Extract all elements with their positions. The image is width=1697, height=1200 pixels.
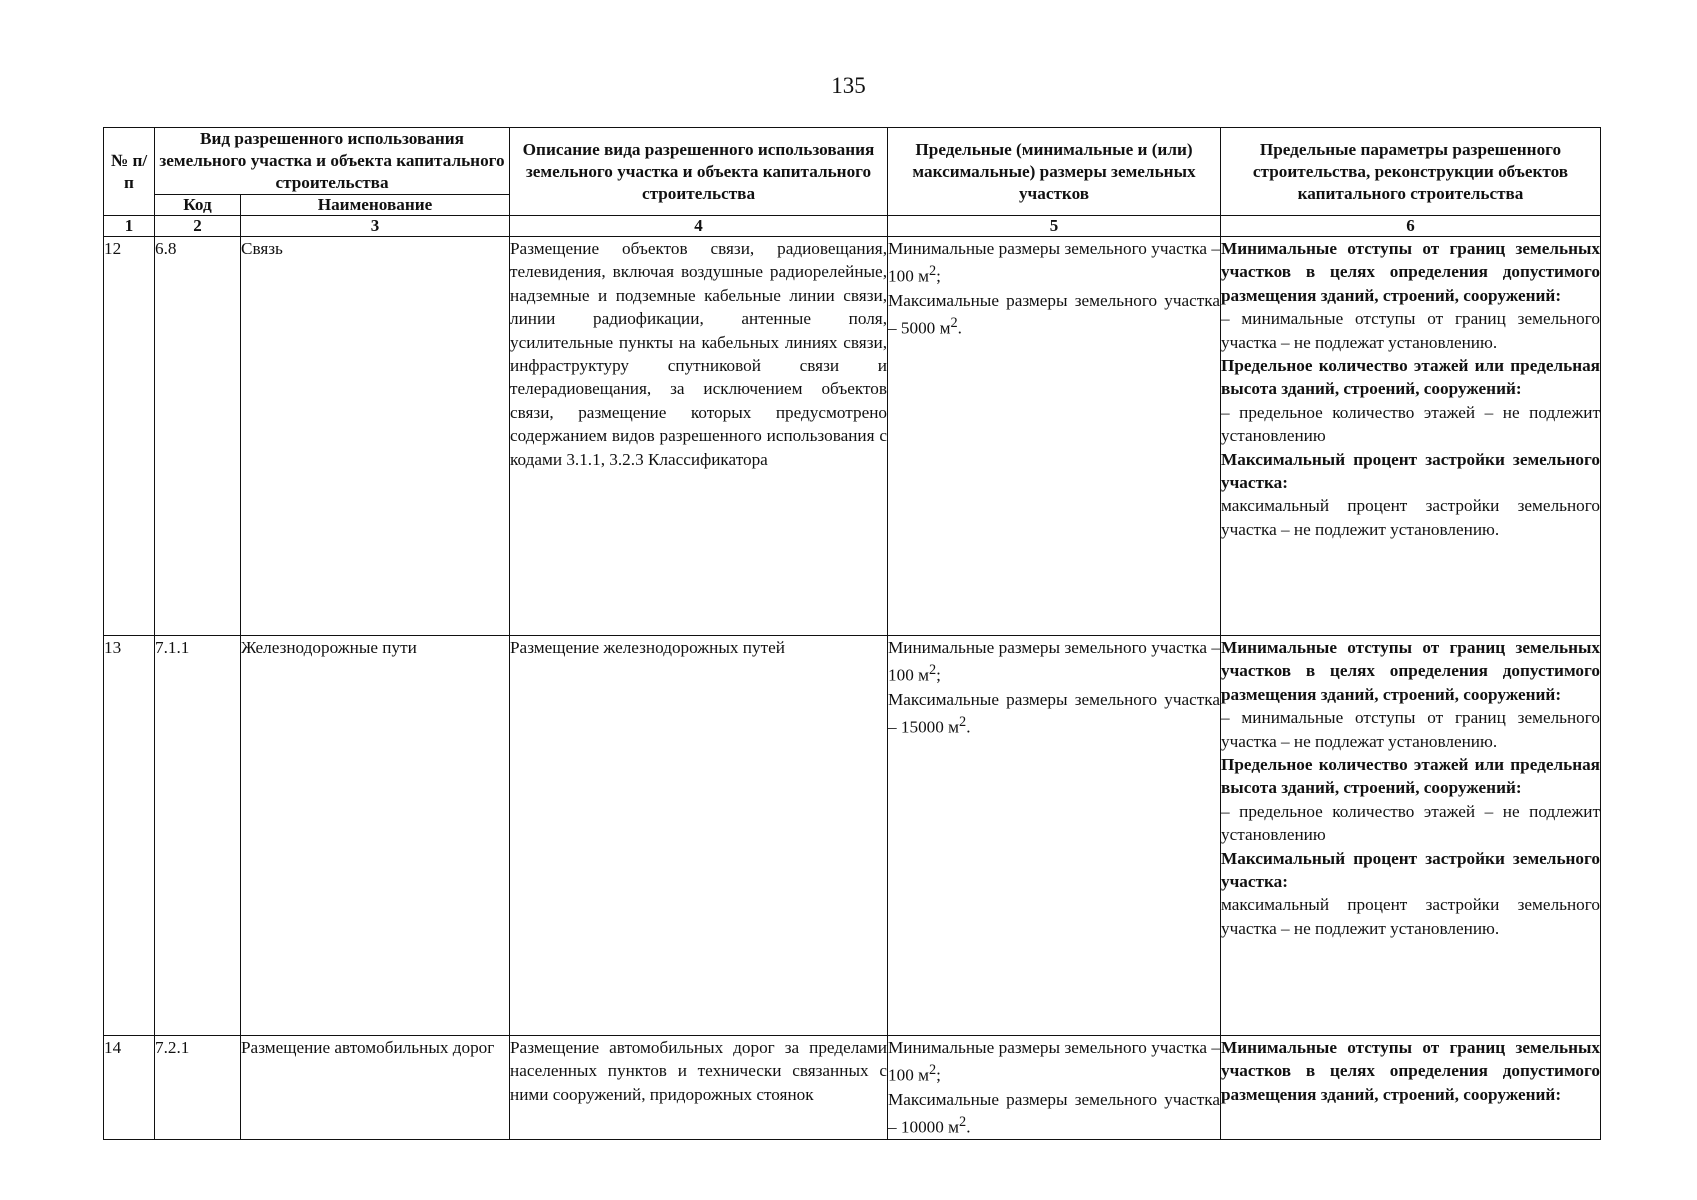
row-name: Связь: [241, 237, 510, 636]
param-title: Минимальные отступы от границ земельных участков в целях определения допустимого размещения зданий, строений, сооружений:: [1221, 638, 1600, 704]
column-number: 5: [888, 216, 1221, 237]
header-name: Наименование: [241, 195, 510, 216]
size-max: Максимальные размеры земельного участка – 10000 $м^2$.: [888, 1089, 1220, 1137]
param-title: Минимальные отступы от границ земельных участков в целях определения допустимого размещения зданий, строений, сооружений:: [1221, 1038, 1600, 1104]
header-description: Описание вида разрешенного использования земельного участка и объекта капитального строительства: [510, 128, 888, 216]
row-params: [1221, 237, 1601, 636]
column-number: 4: [510, 216, 888, 237]
row-name: Размещение автомобильных дорог: [241, 1036, 510, 1140]
row-sizes: [888, 636, 1221, 1036]
param-title: Минимальные отступы от границ земельных участков в целях определения допустимого размещения зданий, строений, сооружений:: [1221, 239, 1600, 305]
row-code: 7.2.1: [155, 1036, 241, 1140]
header-kind: Вид разрешенного использования земельного участка и объекта капитального строительства: [155, 128, 510, 195]
param-title: Предельное количество этажей или предельная высота зданий, строений, сооружений:: [1221, 356, 1600, 399]
param-title: Максимальный процент застройки земельного участка:: [1221, 449, 1600, 493]
column-number: 6: [1221, 216, 1601, 237]
row-description: Размещение железнодорожных путей: [510, 636, 888, 1036]
row-code: 6.8: [155, 237, 241, 636]
row-sizes: [888, 237, 1221, 636]
param-title: Максимальный процент застройки земельного участка:: [1221, 848, 1600, 892]
row-name: Железнодорожные пути: [241, 636, 510, 1036]
size-max: Максимальные размеры земельного участка – 5000 $м^2$.: [888, 290, 1220, 338]
param-title: Предельное количество этажей или предельная высота зданий, строений, сооружений:: [1221, 755, 1600, 798]
row-code: 7.1.1: [155, 636, 241, 1036]
param-text: максимальный процент застройки земельного участка – не подлежит установлению.: [1221, 895, 1600, 938]
column-number: 1: [104, 216, 155, 237]
size-min: Минимальные размеры земельного участка – 100 $м^2$;: [888, 239, 1220, 287]
row-params: [1221, 636, 1601, 1036]
row-description: Размещение автомобильных дорог за пределами населенных пунктов и технически связанных с ними сооружений, придорожных стоянок: [510, 1036, 888, 1140]
size-min: Минимальные размеры земельного участка – 100 $м^2$;: [888, 1038, 1220, 1086]
column-number: 3: [241, 216, 510, 237]
size-max: Максимальные размеры земельного участка – 15000 $м^2$.: [888, 689, 1220, 737]
param-text: – минимальные отступы от границ земельного участка – не подлежат установлению.: [1221, 309, 1600, 352]
column-number-row: [104, 216, 1601, 237]
row-sizes: [888, 1036, 1221, 1140]
size-min: Минимальные размеры земельного участка – 100 $м^2$;: [888, 638, 1220, 686]
header-params: Предельные параметры разрешенного строительства, реконструкции объектов капитального строительства: [1221, 128, 1601, 216]
table-row: [104, 636, 1601, 1036]
header-num: № п/п: [104, 128, 155, 216]
header-sizes: Предельные (минимальные и (или) максимальные) размеры земельных участков: [888, 128, 1221, 216]
param-text: – минимальные отступы от границ земельного участка – не подлежат установлению.: [1221, 708, 1600, 751]
row-params: [1221, 1036, 1601, 1140]
param-text: – предельное количество этажей – не подлежит установлению: [1221, 801, 1600, 845]
param-text: – предельное количество этажей – не подлежит установлению: [1221, 402, 1600, 446]
table-row: [104, 1036, 1601, 1140]
row-num: 14: [104, 1036, 155, 1140]
page-number: 135: [831, 73, 866, 98]
land-use-table: [103, 127, 1601, 1140]
row-description: Размещение объектов связи, радиовещания, телевидения, включая воздушные радиорелейные, надземные и подземные кабельные линии связи, линии радиофикации, антенные поля, усилительные пункты на кабельных линиях связи, инфраструктуру спутниковой связи и телерадиовещания, за исключением объектов связи, размещение которых предусмотрено содержанием видов разрешенного использования с кодами 3.1.1, 3.2.3 Классификатора: [510, 237, 888, 636]
header-code: Код: [155, 195, 241, 216]
table-row: [104, 237, 1601, 636]
row-num: 13: [104, 636, 155, 1036]
param-text: максимальный процент застройки земельного участка – не подлежит установлению.: [1221, 496, 1600, 539]
column-number: 2: [155, 216, 241, 237]
row-num: 12: [104, 237, 155, 636]
